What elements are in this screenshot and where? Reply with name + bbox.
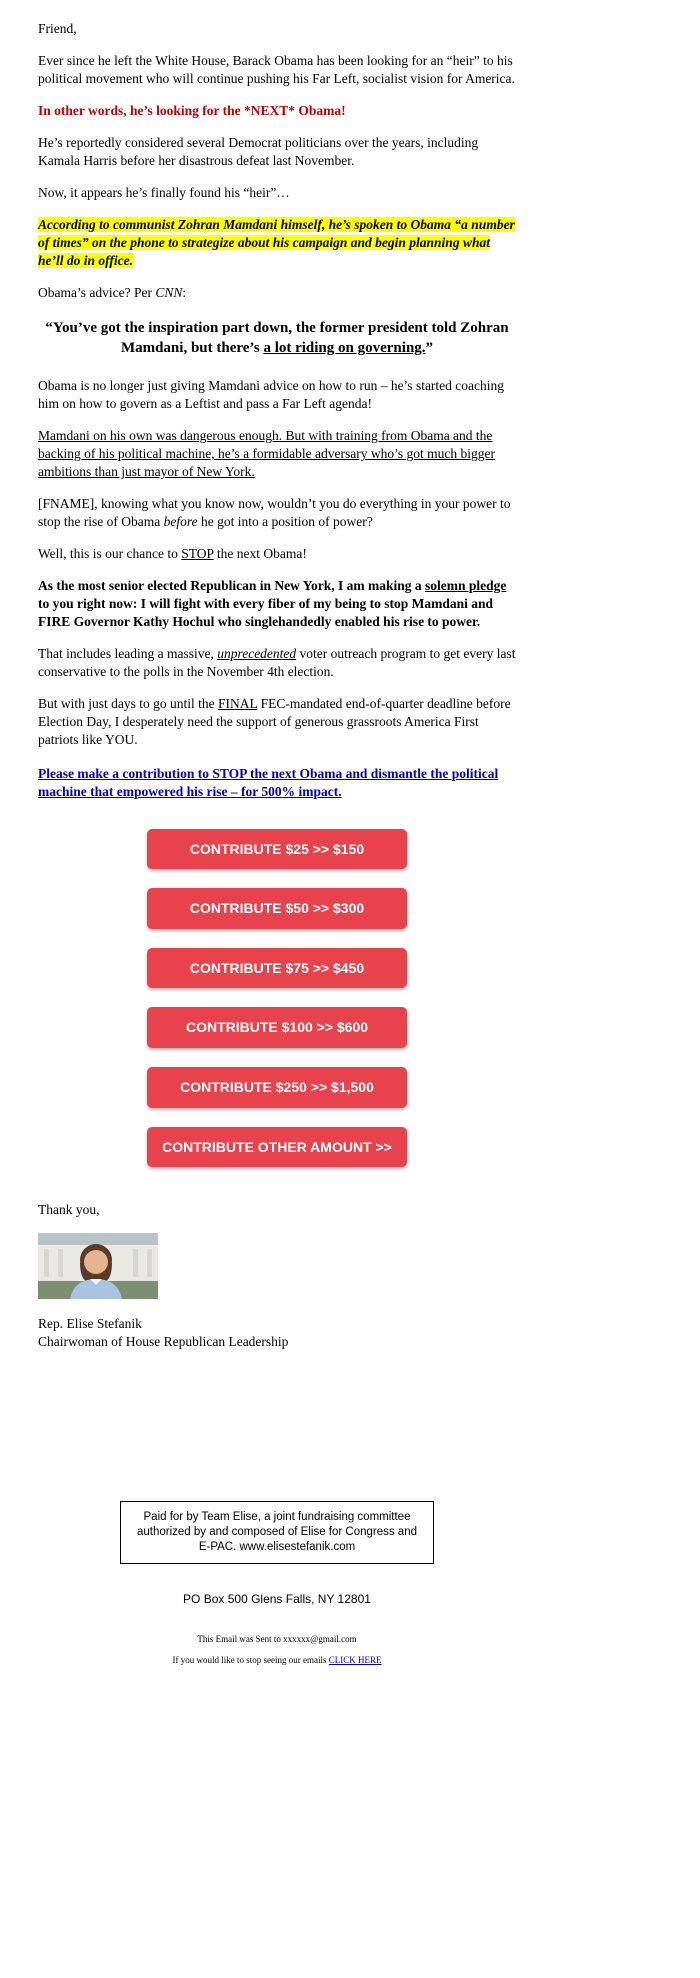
signoff-thanks: Thank you, <box>38 1202 100 1218</box>
advice-post: : <box>182 284 187 300</box>
highlight-text: According to communist Zohran Mamdani himself, he’s spoken to Obama “a number of times” on the phone to strategize about his campaign and begin planning what he’ll do in office. <box>38 216 515 268</box>
signoff-name: Rep. Elise Stefanik <box>38 1316 142 1332</box>
sent-to-line: This Email was Sent to xxxxxx@gmail.com <box>197 1633 357 1644</box>
outreach-paragraph <box>38 645 516 681</box>
highlighted-paragraph <box>38 216 516 270</box>
paid-for-disclaimer: Paid for by Team Elise, a joint fundraising committee authorized by and composed of Elise for Congress and E-PAC. www.elisestefanik.com <box>120 1501 434 1564</box>
dangerous-paragraph: Mamdani on his own was dangerous enough. But with training from Obama and the backing of his political machine, he’s a formidable adversary who’s got much bigger ambitions than just mayor of New York. <box>38 428 495 480</box>
chance-paragraph <box>38 545 516 563</box>
pledge-pre: As the most senior elected Republican in New York, I am making a <box>38 577 425 593</box>
fname-italic: before <box>163 514 198 530</box>
advice-pre: Obama’s advice? Per <box>38 284 156 300</box>
contribute-button-list <box>38 829 516 1168</box>
unsubscribe-text: If you would like to stop seeing our emails <box>172 1654 329 1665</box>
found-heir-paragraph: Now, it appears he’s finally found his “heir”… <box>38 184 290 200</box>
deadline-paragraph <box>38 695 516 749</box>
coaching-paragraph: Obama is no longer just giving Mamdani advice on how to run – he’s started coaching him on how to govern as a Leftist and pass a Far Left agenda! <box>38 378 505 412</box>
red-callout: In other words, he’s looking for the *NEXT* Obama! <box>38 102 346 118</box>
advice-paragraph <box>38 284 516 302</box>
obama-quote <box>38 319 516 359</box>
unsubscribe-link[interactable]: CLICK HERE <box>328 1654 382 1665</box>
intro-paragraph: Ever since he left the White House, Barack Obama has been looking for an “heir” to his political movement who will continue pushing his Far Left, socialist vision for America. <box>38 52 515 86</box>
outreach-emphasis: unprecedented <box>217 645 297 661</box>
fname-paragraph <box>38 495 516 531</box>
chance-stop: STOP <box>181 546 214 562</box>
outreach-pre: That includes leading a massive, <box>38 645 218 661</box>
contribute-25-button[interactable]: CONTRIBUTE $25 >> $150 <box>147 829 407 870</box>
quote-pre: “You’ve got the inspiration part down, the former president told Zohran Mamdani, but there’s <box>45 320 509 357</box>
pledge-paragraph <box>38 577 516 631</box>
deadline-pre: But with just days to go until the <box>38 695 219 711</box>
quote-post: ” <box>425 340 434 357</box>
cta-paragraph <box>38 765 516 801</box>
fname-post: he got into a position of power? <box>197 514 373 530</box>
unsubscribe-line <box>38 1655 516 1667</box>
deadline-post: FEC-mandated end-of-quarter deadline before Election Day, I desperately need the support of generous grassroots America First patriots like YOU. <box>38 695 511 747</box>
po-box-address: PO Box 500 Glens Falls, NY 12801 <box>183 1591 371 1606</box>
deadline-final: FINAL <box>218 695 258 711</box>
contribute-250-button[interactable]: CONTRIBUTE $250 >> $1,500 <box>147 1067 407 1108</box>
cnn-name: CNN <box>155 284 183 300</box>
signoff-title: Chairwoman of House Republican Leadership <box>38 1334 289 1350</box>
pledge-post: to you right now: I will fight with every fiber of my being to stop Mamdani and FIRE Governor Kathy Hochul who singlehandedly enabled his rise to power. <box>38 595 494 629</box>
contribute-other-button[interactable]: CONTRIBUTE OTHER AMOUNT >> <box>147 1127 407 1168</box>
chance-pre: Well, this is our chance to <box>38 546 182 562</box>
considered-paragraph: He’s reportedly considered several Democrat politicians over the years, including Kamala Harris before her disastrous defeat last November. <box>38 134 479 168</box>
contribute-75-button[interactable]: CONTRIBUTE $75 >> $450 <box>147 948 407 989</box>
chance-post: the next Obama! <box>213 546 307 562</box>
stefanik-photo-graphic <box>38 1233 158 1299</box>
contribution-link[interactable]: Please make a contribution to STOP the next Obama and dismantle the political machine that empowered his rise – for 500% impact. <box>38 765 499 799</box>
pledge-underlined: solemn pledge <box>425 577 507 593</box>
greeting: Friend, <box>38 21 77 36</box>
fname-pre: [FNAME], knowing what you know now, wouldn’t you do everything in your power to stop the rise of Obama <box>38 496 511 530</box>
contribute-50-button[interactable]: CONTRIBUTE $50 >> $300 <box>147 888 407 929</box>
signature-block <box>38 1201 516 1351</box>
contribute-100-button[interactable]: CONTRIBUTE $100 >> $600 <box>147 1007 407 1048</box>
stefanik-photo <box>38 1233 158 1299</box>
quote-underlined: a lot riding on governing. <box>263 340 426 357</box>
outreach-post: voter outreach program to get every last conservative to the polls in the November 4th election. <box>38 645 516 679</box>
